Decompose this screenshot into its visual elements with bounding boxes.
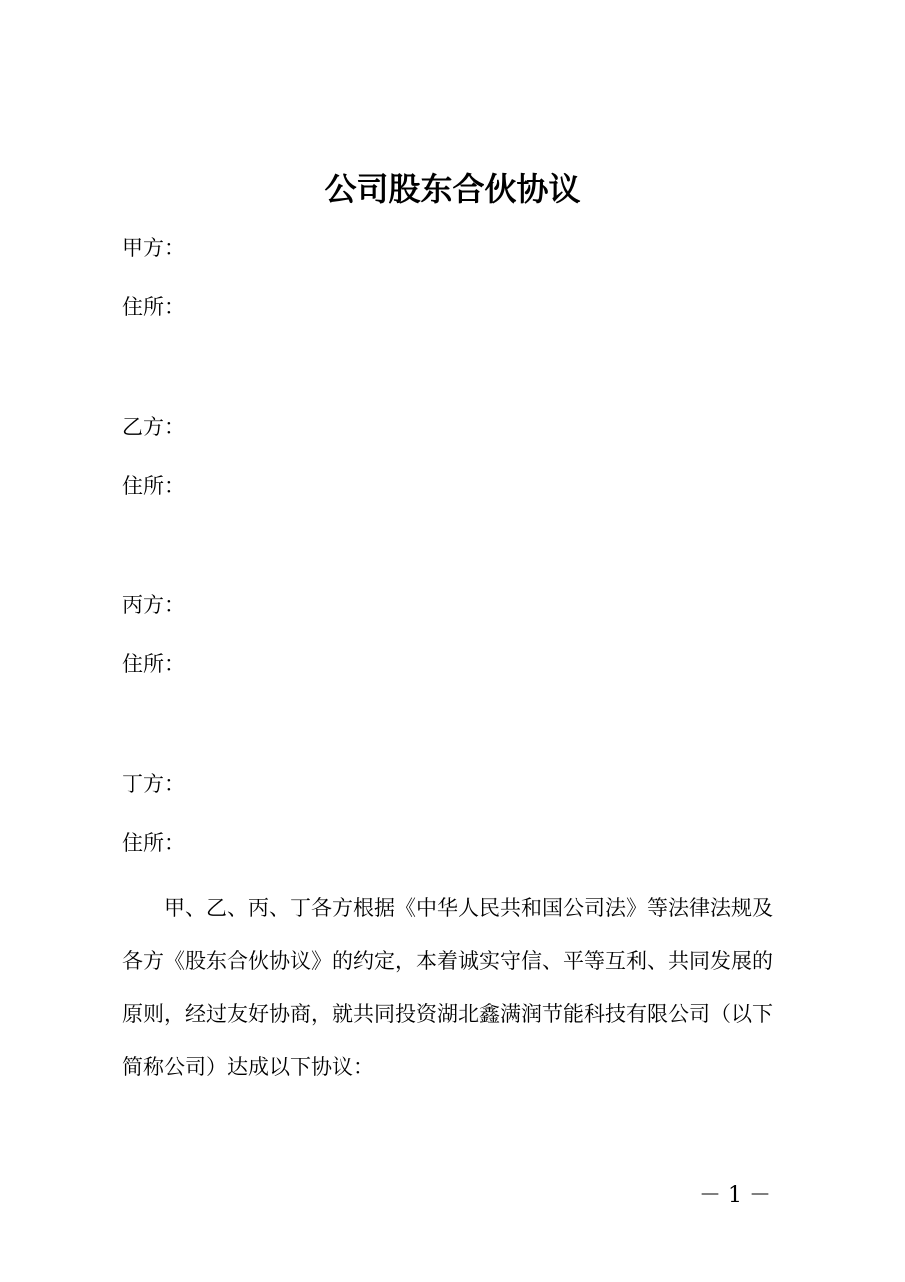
preamble-line: 甲、乙、丙、丁各方根据《中华人民共和国公司法》等法律法规及 [122,896,773,920]
preamble-line: 原则，经过友好协商，就共同投资湖北鑫满润节能科技有限公司（以下 [122,1002,773,1026]
party-b-address-label: 住所： [122,474,185,498]
party-b-label: 乙方： [122,415,185,439]
preamble-line: 各方《股东合伙协议》的约定，本着诚实守信、平等互利、共同发展的 [122,949,773,973]
page-number: － 1 － [699,1183,771,1208]
agreement-preamble [122,882,792,1094]
party-a-address-label: 住所： [122,295,185,319]
party-c-address-label: 住所： [122,652,185,676]
party-c-label: 丙方： [122,593,185,617]
preamble-line: 简称公司）达成以下协议： [122,1055,374,1079]
party-d-label: 丁方： [122,772,185,796]
party-d-address-label: 住所： [122,831,185,855]
document-title: 公司股东合伙协议 [324,170,581,208]
party-a-label: 甲方： [122,236,185,260]
